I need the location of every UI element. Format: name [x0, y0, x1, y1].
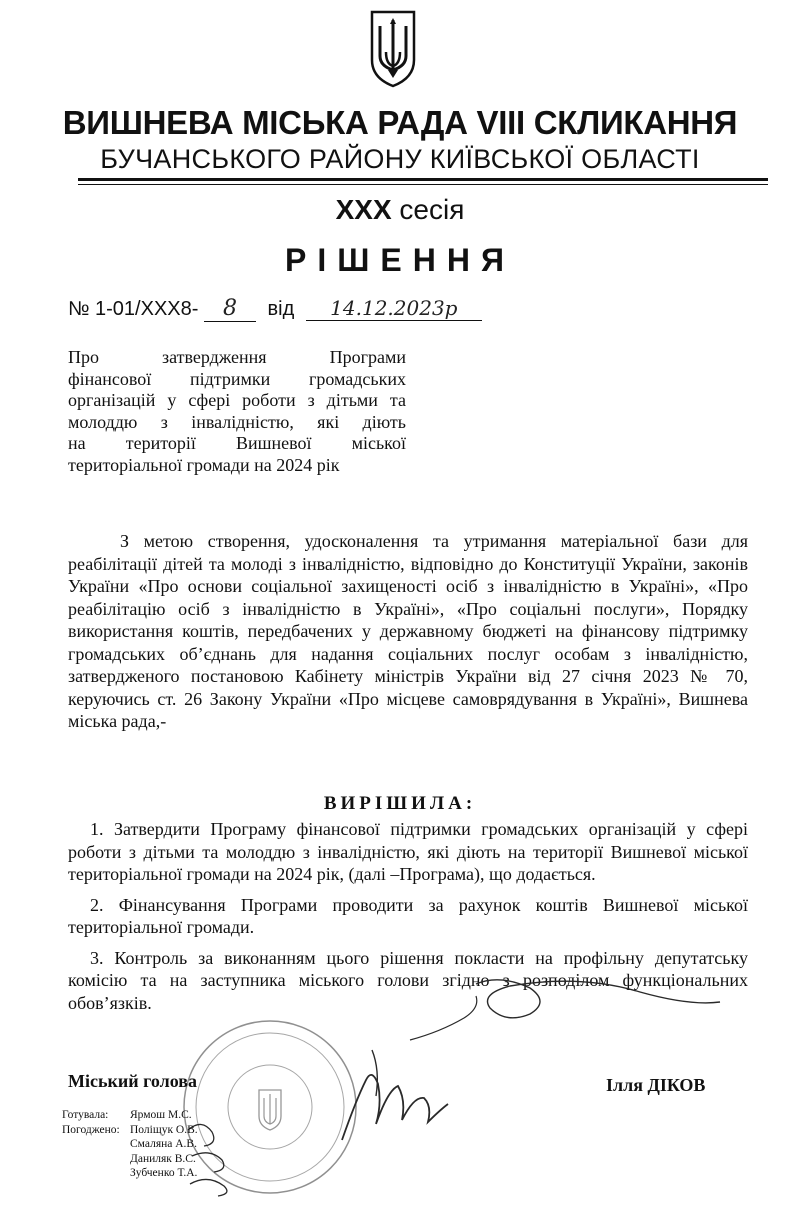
preamble	[68, 530, 748, 733]
approval-label	[62, 1166, 130, 1181]
approval-name: Поліщук О.В.	[130, 1123, 198, 1136]
district-name: БУЧАНСЬКОГО РАЙОНУ КИЇВСЬКОЇ ОБЛАСТІ	[100, 144, 700, 174]
council-name: ВИШНЕВА МІСЬКА РАДА VIII СКЛИКАННЯ	[62, 104, 738, 141]
approval-label	[62, 1152, 130, 1167]
approval-name: Даниляк В.С.	[130, 1152, 196, 1165]
approval-label: Погоджено:	[62, 1123, 120, 1136]
signature-title: Міський голова	[68, 1071, 197, 1091]
signature-name: Ілля ДІКОВ	[606, 1075, 706, 1095]
approval-label	[62, 1137, 130, 1152]
number-prefix: № 1-01/XXX8-	[68, 298, 199, 320]
approval-row	[62, 1123, 198, 1138]
approval-row	[62, 1108, 198, 1123]
mayor-signature	[336, 1040, 456, 1150]
approval-label: Готувала:	[62, 1109, 109, 1121]
title-line: молоддю з інвалідністю, які діють	[68, 411, 406, 432]
session-number: XXX	[335, 194, 392, 225]
approval-row	[62, 1166, 198, 1181]
title-line: фінансової підтримки громадських	[68, 368, 406, 389]
title-line: організацій у сфері роботи з дітьми та	[68, 390, 406, 410]
decision-number-line	[68, 296, 482, 322]
header-rule-thin	[78, 184, 768, 185]
coat-of-arms-icon	[368, 8, 418, 90]
resolution-item: 2. Фінансування Програми проводити за рахунок коштів Вишневої міської територіальної громади.	[68, 894, 748, 937]
header-rule-thick	[78, 178, 768, 181]
approvals-block	[62, 1108, 198, 1181]
date-label: від	[267, 298, 295, 320]
signature-scribble	[380, 944, 780, 1044]
resolved-heading: ВИРІШИЛА:	[323, 793, 477, 814]
handwritten-number: 8	[204, 296, 256, 322]
resolution-item: 3. Контроль за виконанням цього рішення покласти на профільну депутатську комісію та на заступника міського голови згідно з розподілом функціональних обов’язків.	[68, 947, 748, 1013]
title-line: Про затвердження Програми	[68, 347, 406, 367]
session-line	[0, 194, 800, 226]
handwritten-date: 14.12.2023р	[306, 296, 482, 321]
resolution-item: 1. Затвердити Програму фінансової підтримки громадських організацій у сфері роботи з дітьми та молоддю з інвалідністю, які діють на території Вишневої міської територіальної громади на 2024 рік, (далі –Програма), що додається.	[68, 819, 748, 884]
approval-row	[62, 1137, 198, 1152]
title-line: на території Вишневої міської	[68, 433, 406, 453]
title-line: територіальної громади на 2024 рік	[68, 454, 340, 475]
decision-title	[68, 347, 406, 476]
approval-row	[62, 1152, 198, 1167]
document-type: РІШЕННЯ	[285, 242, 515, 278]
approval-name: Ярмош М.С.	[130, 1109, 192, 1121]
approval-name: Смаляна А.В.	[130, 1138, 197, 1150]
approval-name: Зубченко Т.А.	[130, 1167, 198, 1179]
preamble-paragraph: З метою створення, удосконалення та утримання матеріальної бази для реабілітації дітей та молоді з інвалідністю, відповідно до Конституції України, законів України «Про основи соціальної захищеності осіб з інвалідністю в Україні», «Про реабілітацію осіб з інвалідністю в Україні», «Про соціальні послуги», Порядку використання коштів, передбачених у державному бюджеті на фінансову підтримку громадських об’єднань для надання соціальних послуг особам з інвалідністю, затвердженого постановою Кабінету міністрів України від 27 січня 2023 № 70, керуючись ст. 26 Закону України «Про місцеве самоврядування в Україні», Вишнева міська рада,-	[68, 531, 748, 731]
session-word: сесія	[399, 194, 465, 225]
